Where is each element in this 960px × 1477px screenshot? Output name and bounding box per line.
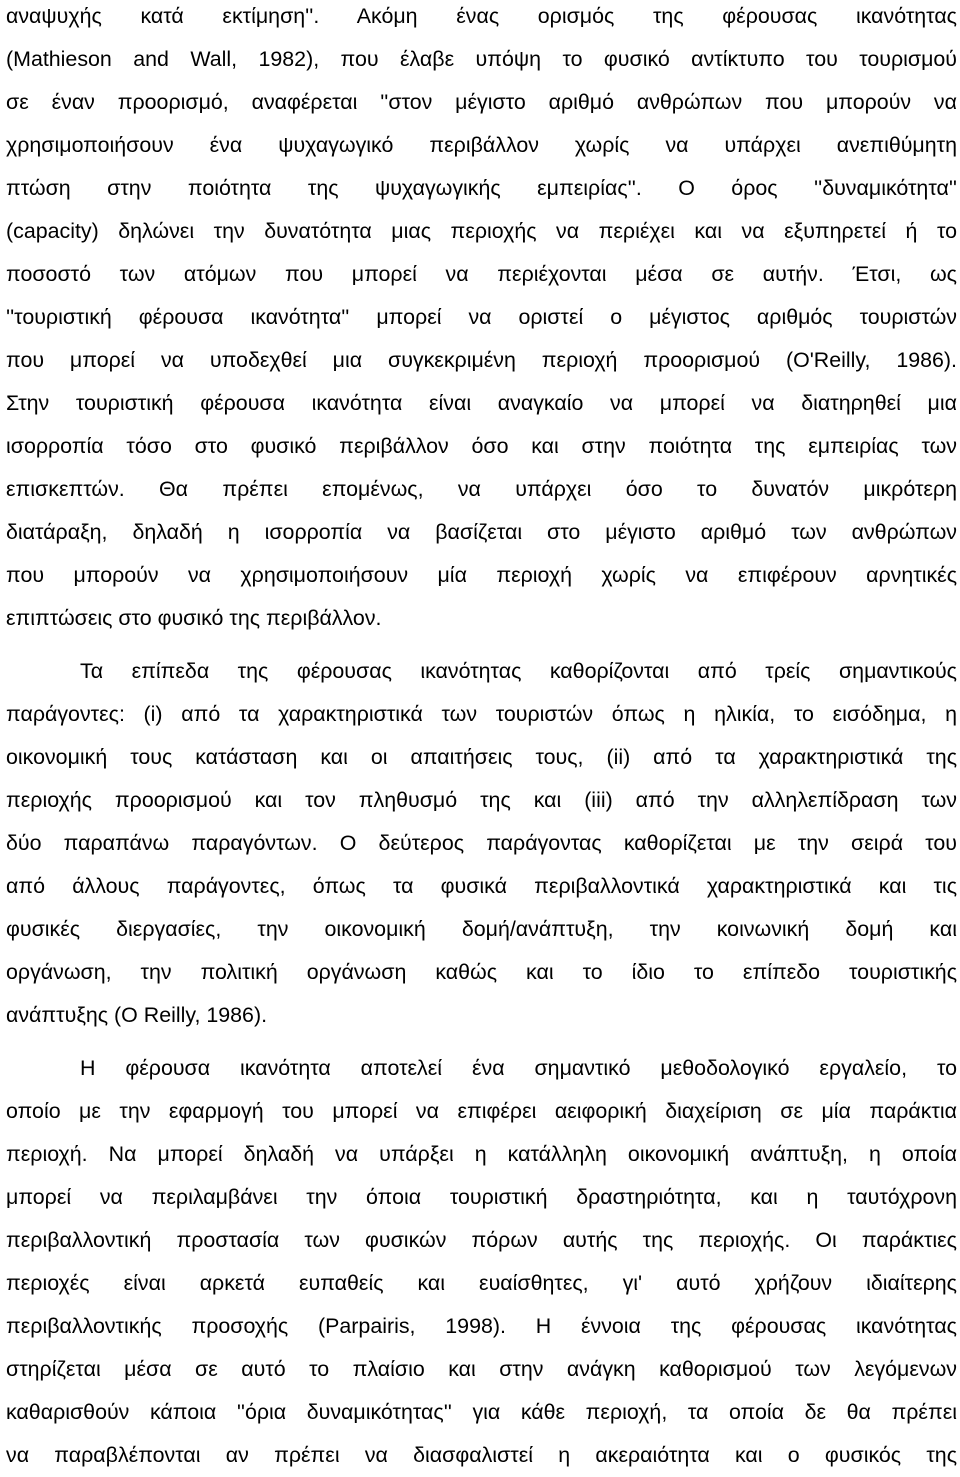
text-line: διατάραξη, δηλαδή η ισορροπία να βασίζεται στο μέγιστο αριθμό των ανθρώπων xyxy=(6,520,957,544)
text-line: (capacity) δηλώνει την δυνατότητα μιας περιοχής να περιέχει και να εξυπηρετεί ή το xyxy=(6,219,957,243)
text-line: χρησιμοποιήσουν ένα ψυχαγωγικό περιβάλλον χωρίς να υπάρχει ανεπιθύμητη xyxy=(6,133,957,157)
text-line: στηρίζεται μέσα σε αυτό το πλαίσιο και στην ανάγκη καθορισμού των λεγόμενων xyxy=(6,1357,957,1381)
text-line: σε έναν προορισμό, αναφέρεται ''στον μέγιστο αριθμό ανθρώπων που μπορούν να xyxy=(6,90,957,114)
text-line: επισκεπτών. Θα πρέπει επομένως, να υπάρχει όσο το δυνατόν μικρότερη xyxy=(6,477,957,501)
text-line: Στην τουριστική φέρουσα ικανότητα είναι αναγκαίο να μπορεί να διατηρηθεί μια xyxy=(6,391,957,415)
text-line: που μπορεί να υποδεχθεί μια συγκεκριμένη περιοχή προορισμού (O'Reilly, 1986). xyxy=(6,348,957,372)
text-line: μπορεί να περιλαμβάνει την όποια τουριστική δραστηριότητα, και η ταυτόχρονη xyxy=(6,1185,957,1209)
text-line: ανάπτυξης (O Reilly, 1986). xyxy=(6,1003,268,1027)
text-line: περιβαλλοντική προστασία των φυσικών πόρων αυτής της περιοχής. Οι παράκτιες xyxy=(6,1228,957,1252)
text-line: οργάνωση, την πολιτική οργάνωση καθώς και το ίδιο το επίπεδο τουριστικής xyxy=(6,960,957,984)
text-line: δύο παραπάνω παραγόντων. Ο δεύτερος παράγοντας καθορίζεται με την σειρά του xyxy=(6,831,957,855)
text-line: που μπορούν να χρησιμοποιήσουν μία περιοχή χωρίς να επιφέρουν αρνητικές xyxy=(6,563,957,587)
text-line: ''τουριστική φέρουσα ικανότητα'' μπορεί να οριστεί ο μέγιστος αριθμός τουριστών xyxy=(6,305,957,329)
text-line: Η φέρουσα ικανότητα αποτελεί ένα σημαντικό μεθοδολογικό εργαλείο, το xyxy=(80,1056,957,1080)
text-line: ισορροπία τόσο στο φυσικό περιβάλλον όσο και στην ποιότητα της εμπειρίας των xyxy=(6,434,957,458)
text-line: περιοχής προορισμού και τον πληθυσμό της και (iii) από την αλληλεπίδραση των xyxy=(6,788,957,812)
text-line: αναψυχής κατά εκτίμηση''. Ακόμη ένας ορισμός της φέρουσας ικανότητας xyxy=(6,4,957,28)
text-line: Τα επίπεδα της φέρουσας ικανότητας καθορίζονται από τρείς σημαντικούς xyxy=(80,659,957,683)
text-line: ποσοστό των ατόμων που μπορεί να περιέχονται μέσα σε αυτήν. Έτσι, ως xyxy=(6,262,957,286)
text-line: περιοχές είναι αρκετά ευπαθείς και ευαίσθητες, γι' αυτό χρήζουν ιδιαίτερης xyxy=(6,1271,957,1295)
text-line: (Mathieson and Wall, 1982), που έλαβε υπόψη το φυσικό αντίκτυπο του τουρισμού xyxy=(6,47,957,71)
text-line: επιπτώσεις στο φυσικό της περιβάλλον. xyxy=(6,606,382,630)
text-line: πτώση στην ποιότητα της ψυχαγωγικής εμπειρίας''. Ο όρος ''δυναμικότητα'' xyxy=(6,176,957,200)
text-line: από άλλους παράγοντες, όπως τα φυσικά περιβαλλοντικά χαρακτηριστικά και τις xyxy=(6,874,957,898)
text-line: οποίο με την εφαρμογή του μπορεί να επιφέρει αειφορική διαχείριση σε μία παράκτια xyxy=(6,1099,957,1123)
text-line: καθαρισθούν κάποια ''όρια δυναμικότητας'' για κάθε περιοχή, τα οποία δε θα πρέπει xyxy=(6,1400,957,1424)
text-line: οικονομική τους κατάσταση και οι απαιτήσεις τους, (ii) από τα χαρακτηριστικά της xyxy=(6,745,957,769)
text-line: παράγοντες: (i) από τα χαρακτηριστικά των τουριστών όπως η ηλικία, το εισόδημα, η xyxy=(6,702,957,726)
text-line: φυσικές διεργασίες, την οικονομική δομή/ανάπτυξη, την κοινωνική δομή και xyxy=(6,917,957,941)
text-line: περιοχή. Να μπορεί δηλαδή να υπάρξει η κατάλληλη οικονομική ανάπτυξη, η οποία xyxy=(6,1142,957,1166)
text-line: περιβαλλοντικής προσοχής (Parpairis, 1998). Η έννοια της φέρουσας ικανότητας xyxy=(6,1314,957,1338)
text-line: να παραβλέπονται αν πρέπει να διασφαλιστεί η ακεραιότητα και ο φυσικός της xyxy=(6,1443,957,1467)
